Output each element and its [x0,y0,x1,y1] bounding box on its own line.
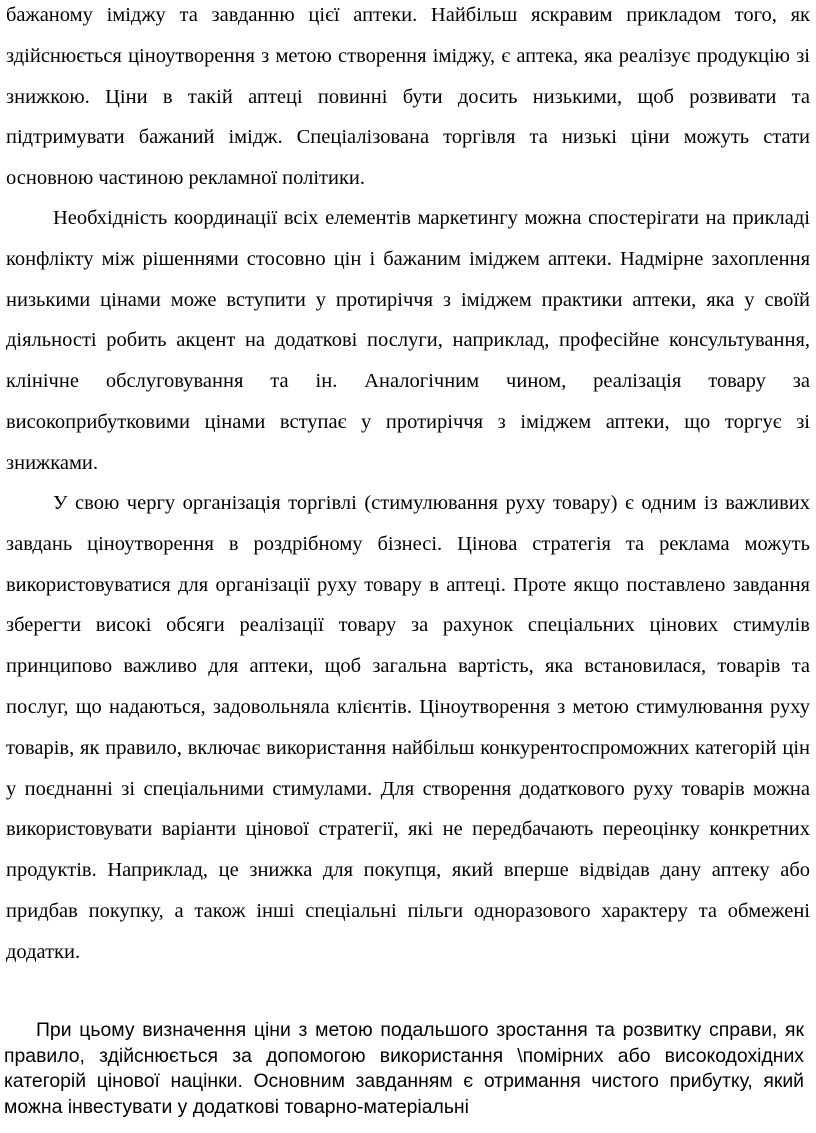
paragraph-continuation: бажаному іміджу та завданню цієї аптеки. Найбільш яскравим прикладом того, як здійснюється ціноутворення з метою створення іміджу, є аптека, яка реалізує продукцію зі знижкою. Ціни в такій аптеці повинні бути досить низькими, щоб розвивати та підтримувати бажаний імідж. Спеціалізована торгівля та низькі ціни можуть стати основною частиною рекламної політики. [6,4,810,190]
paragraph-price-growth: При цьому визначення ціни з метою подальшого зростання та розвитку справи, як правило, здійснюється за допомогою використання \помірних або високодохідних категорій цінової націнки. Основним завданням є отримання чистого прибутку, який можна інвестувати у додаткові товарно-матеріальні [4,1019,804,1118]
paragraph-marketing-coordination: Необхідність координації всіх елементів маркетингу можна спостерігати на прикладі конфлікту між рішеннями стосовно цін і бажаним іміджем аптеки. Надмірне захоплення низькими цінами може вступити у протиріччя з іміджем практики аптеки, яка у своїй діяльності робить акцент на додаткові послуги, наприклад, професійне консультування, клінічне обслуговування та ін. Аналогічним чином, реалізація товару за високоприбутковими цінами вступає у протиріччя з іміджем аптеки, що торгує зі знижками. [6,207,810,474]
paragraph-trade-organization: У свою чергу організація торгівлі (стимулювання руху товару) є одним із важливих завдань ціноутворення в роздрібному бізнесі. Цінова стратегія та реклама можуть використовуватися для організації руху товару в аптеці. Проте якщо поставлено завдання зберегти високі обсяги реалізації товару за рахунок спеціальних цінових стимулів принципово важливо для аптеки, щоб загальна вартість, яка встановилася, товарів та послуг, що надаються, задовольняла клієнтів. Ціноутворення з метою стимулювання руху товарів, як правило, включає використання найбільш конкурентоспроможних категорій цін у поєднанні зі спеціальними стимулами. Для створення додаткового руху товарів можна використовувати варіанти цінової стратегії, які не передбачають переоцінку конкретних продуктів. Наприклад, це знижка для покупця, який вперше відвідав дану аптеку або придбав покупку, а також інші спеціальні пільги одноразового характеру та обмежені додатки. [6,492,810,963]
